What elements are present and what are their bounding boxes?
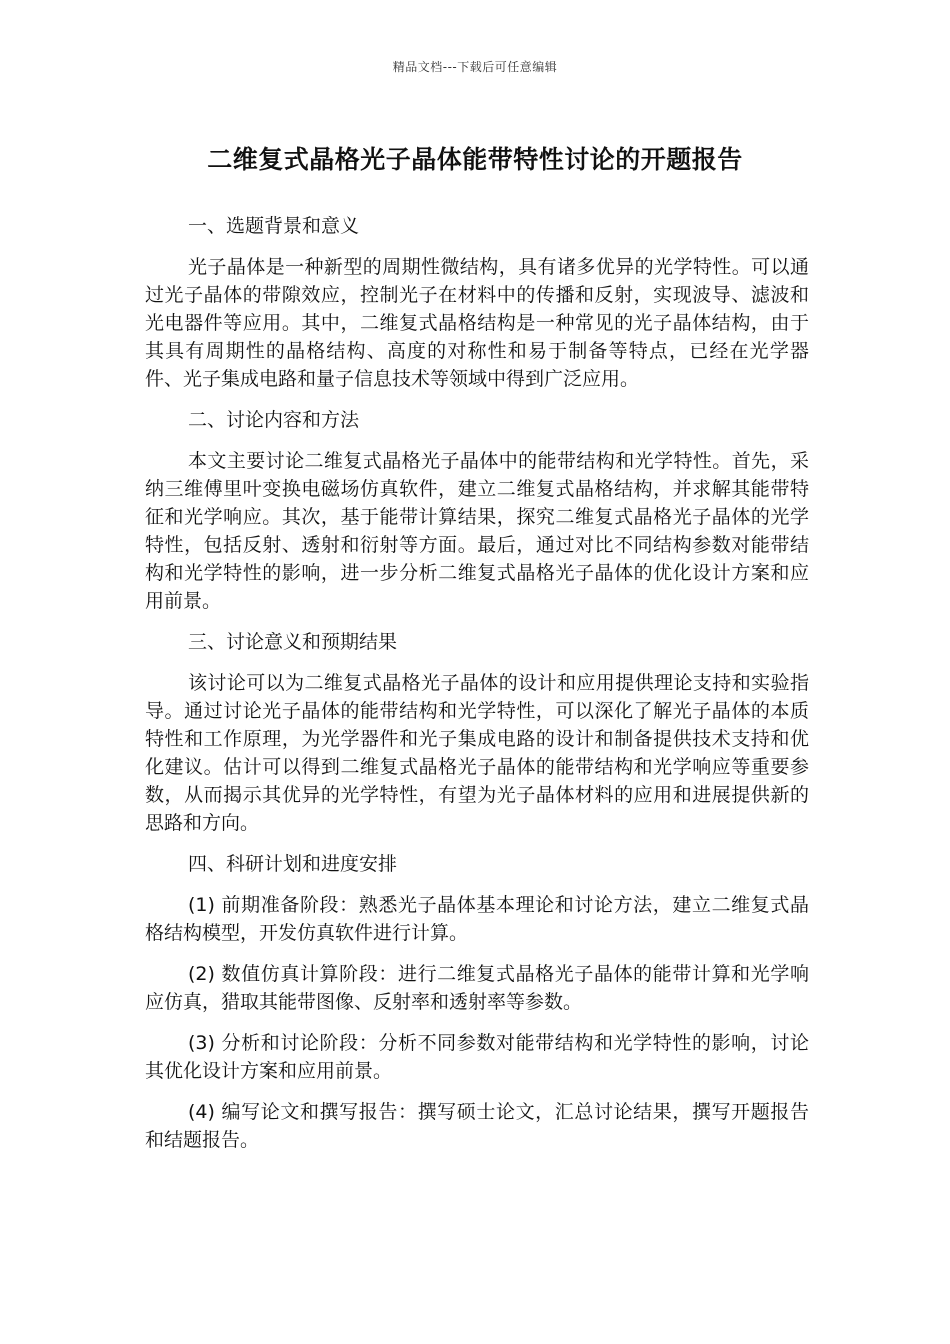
section-heading-significance: 三、讨论意义和预期结果 — [188, 631, 398, 653]
header-note: 精品文档---下载后可任意编辑 — [392, 60, 558, 74]
document-title: 二维复式晶格光子晶体能带特性讨论的开题报告 — [207, 145, 743, 174]
section-heading-content-method: 二、讨论内容和方法 — [188, 409, 360, 431]
schedule-item-2: (2) 数值仿真计算阶段：进行二维复式晶格光子晶体的能带计算和光学响应仿真，猎取其能带图像、反射率和透射率等参数。 — [145, 963, 809, 1013]
paragraph-content-method: 本文主要讨论二维复式晶格光子晶体中的能带结构和光学特性。首先，采纳三维傅里叶变换电磁场仿真软件，建立二维复式晶格结构，并求解其能带特征和光学响应。其次，基于能带计算结果，探究二维复式晶格光子晶体的光学特性，包括反射、透射和衍射等方面。最后，通过对比不同结构参数对能带结构和光学特性的影响，进一步分析二维复式晶格光子晶体的优化设计方案和应用前景。 — [145, 450, 809, 612]
schedule-item-4: (4) 编写论文和撰写报告：撰写硕士论文，汇总讨论结果，撰写开题报告和结题报告。 — [145, 1101, 809, 1151]
schedule-item-1: (1) 前期准备阶段：熟悉光子晶体基本理论和讨论方法，建立二维复式晶格结构模型，开发仿真软件进行计算。 — [145, 894, 809, 944]
section-heading-schedule: 四、科研计划和进度安排 — [188, 853, 398, 875]
paragraph-significance: 该讨论可以为二维复式晶格光子晶体的设计和应用提供理论支持和实验指导。通过讨论光子晶体的能带结构和光学特性，可以深化了解光子晶体的本质特性和工作原理，为光学器件和光子集成电路的设计和制备提供技术支持和优化建议。估计可以得到二维复式晶格光子晶体的能带结构和光学响应等重要参数，从而揭示其优异的光学特性，有望为光子晶体材料的应用和进展提供新的思路和方向。 — [145, 672, 809, 834]
document-body — [145, 212, 809, 1167]
section-heading-background: 一、选题背景和意义 — [188, 215, 360, 237]
paragraph-background: 光子晶体是一种新型的周期性微结构，具有诸多优异的光学特性。可以通过光子晶体的带隙效应，控制光子在材料中的传播和反射，实现波导、滤波和光电器件等应用。其中，二维复式晶格结构是一种常见的光子晶体结构，由于其具有周期性的晶格结构、高度的对称性和易于制备等特点，已经在光学器件、光子集成电路和量子信息技术等领域中得到广泛应用。 — [145, 256, 809, 390]
schedule-item-3: (3) 分析和讨论阶段：分析不同参数对能带结构和光学特性的影响，讨论其优化设计方案和应用前景。 — [145, 1032, 809, 1082]
